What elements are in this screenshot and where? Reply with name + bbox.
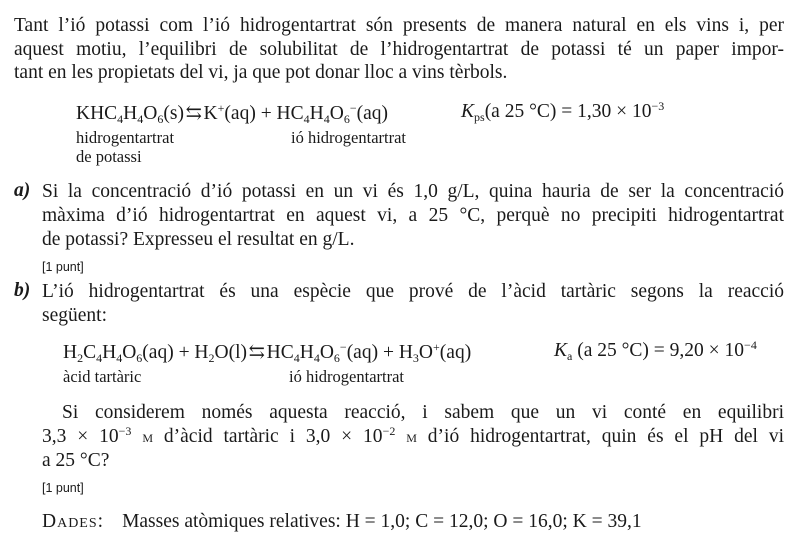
equilibrium-arrow-icon: ⇆ — [248, 342, 265, 363]
dades-heading: Dades: — [42, 511, 105, 532]
intro-paragraph — [14, 14, 784, 85]
question-b-line-2: següent: — [42, 305, 107, 326]
intro-line-1: Tant l’ió potassi com l’ió hidrogentartrat són presents de manera natural en els vins i, per — [14, 15, 784, 36]
label-hidrogentartrat: hidrogentartrat — [76, 128, 175, 147]
acid-equilibrium-equation: $H_2C_4H_4O_6(aq) + H_2O(l)$ ⇆ $HC_4H_4O_6^-(aq) + H_3O^+(aq)$ — [63, 340, 472, 365]
question-b-follow-text — [42, 401, 784, 473]
question-b-follow-line-3: a 25 °C? — [42, 450, 110, 471]
label-io-hidrogentartrat-2: ió hidrogentartrat — [289, 367, 405, 386]
ka-constant: $K_a$ (a 25 $^\circ C) = 9,20 \times 10^{-4}$ — [554, 338, 757, 363]
intro-line-3: tant en les propietats del vi, ja que pot donar lloc a vins tèrbols. — [14, 62, 508, 83]
dades-text: Masses atòmiques relatives: H = 1,0; C = 12,0; O = 16,0; K = 39,1 — [122, 511, 642, 532]
question-b-follow-line-1: Si considerem només aquesta reacció, i sabem que un vi conté en equilibri — [62, 402, 784, 423]
question-b-line-1: L’ió hidrogentartrat és una espècie que prové de l’àcid tartàric segons la reacció — [42, 281, 784, 302]
label-acid-tartaric: àcid tartàric — [63, 367, 142, 386]
dades-section — [42, 511, 642, 533]
solubility-equation: $KHC_4H_4O_6(s)$ ⇆ $K^+(aq) + HC_4H_4O_6^-(aq)$ — [76, 101, 389, 126]
question-a-line-2: màxima d’ió hidrogentartrat en aquest vi, a 25 °C, perquè no precipiti hidrogentartrat — [42, 205, 784, 226]
question-b-follow-line-2: $3,3 \times 10^{-3}$ m d’àcid tartàric i $3,0 \times 10^{-2}$ m d’ió hidrogentartrat, quin és el pH del vi — [42, 424, 784, 447]
question-a-letter: a) — [14, 180, 31, 201]
intro-line-2: aquest motiu, l’equilibri de solubilitat de l’hidrogentartrat de potassi té un paper impor- — [14, 38, 784, 60]
label-io-hidrogentartrat: ió hidrogentartrat — [291, 128, 407, 147]
ksp-constant: $K_{ps}(a$ 25 $^\circ C) = 1,30 \times 10^{-3}$ — [461, 99, 665, 124]
question-b-text — [42, 280, 784, 328]
label-de-potassi: de potassi — [76, 147, 142, 166]
question-a-line-1: Si la concentració d’ió potassi en un vi és 1,0 g/L, quina hauria de ser la concentració — [42, 181, 784, 202]
question-a-text — [42, 180, 784, 252]
question-a-line-3: de potassi? Expresseu el resultat en g/L. — [42, 229, 355, 250]
equilibrium-arrow-icon: ⇆ — [185, 103, 202, 124]
question-b-letter: b) — [14, 280, 31, 301]
question-b-points: [1 punt] — [42, 481, 84, 495]
question-a-points: [1 punt] — [42, 260, 84, 274]
